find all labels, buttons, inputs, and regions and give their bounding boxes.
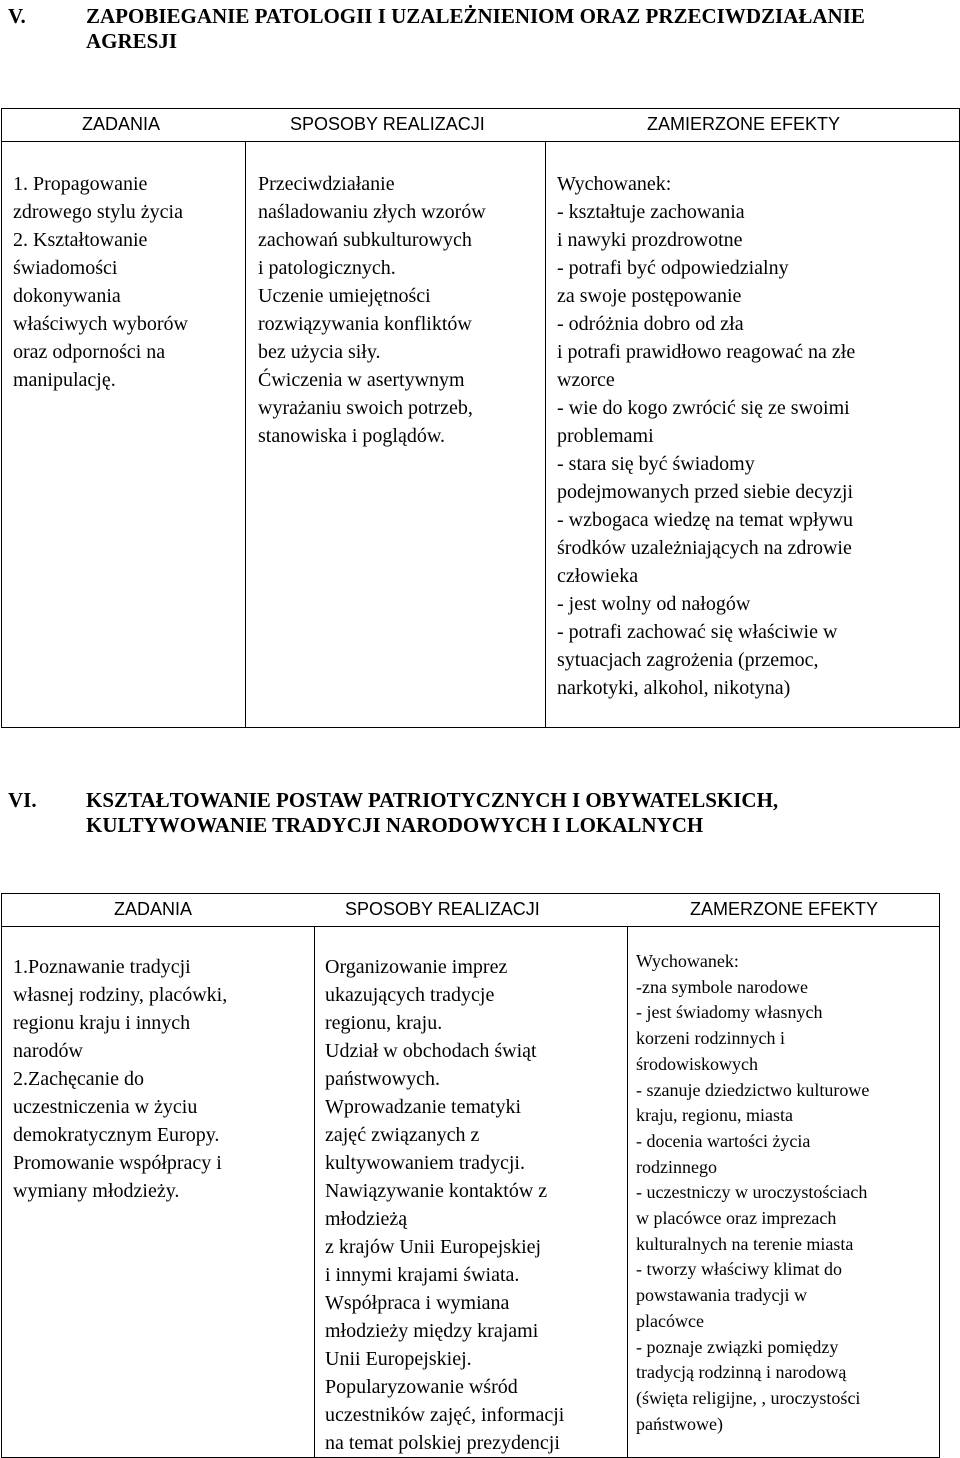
sposoby-text: Organizowanie imprez ukazujących tradycje regionu, kraju. Udział w obchodach świąt państwowych. Wprowadzanie tematyki zajęć związanych z kultywowaniem tradycji. Nawiązywanie kontaktów z młodzieżą z krajów Unii Europejskiej i innymi krajami świata. Współpraca i wymiana młodzieży między krajami Unii Europejskiej. Popularyzowanie wśród uczestników zajęć, informacji na temat polskiej prezydencji <box>325 956 565 1454</box>
efekty-cell <box>628 927 940 1458</box>
header-sposoby: SPOSOBY REALIZACJI <box>290 114 485 134</box>
zadania-cell <box>2 142 246 728</box>
section-5-table <box>1 108 960 728</box>
section-5-title: ZAPOBIEGANIE PATOLOGII I UZALEŻNIENIOM ORAZ PRZECIWDZIAŁANIE AGRESJI <box>86 4 865 53</box>
section-6-table <box>1 893 940 1458</box>
efekty-text: Wychowanek: - kształtuje zachowania i nawyki prozdrowotne - potrafi być odpowiedzialny za swoje postępowanie - odróżnia dobro od zła i potrafi prawidłowo reagować na złe wzorce - wie do kogo zwrócić się ze swoimi problemami - stara się być świadomy podejmowanych przed siebie decyzji - wzbogaca wiedzę na temat wpływu środków uzależniających na zdrowie człowieka - jest wolny od nałogów - potrafi zachować się właściwie w sytuacjach zagrożenia (przemoc, narkotyki, alkohol, nikotyna) <box>557 173 856 699</box>
sposoby-cell <box>246 142 546 728</box>
section-5-number: V. <box>8 4 26 28</box>
table-row <box>2 927 940 1458</box>
header-zadania: ZADANIA <box>114 899 193 919</box>
header-zadania: ZADANIA <box>82 114 161 134</box>
efekty-text: Wychowanek: -zna symbole narodowe - jest świadomy własnych korzeni rodzinnych i środowiskowych - szanuje dziedzictwo kulturowe kraju, regionu, miasta - docenia wartości życia rodzinnego - uczestniczy w uroczystościach w placówce oraz imprezach kulturalnych na terenie miasta - tworzy właściwy klimat do powstawania tradycji w placówce - poznaje związki pomiędzy tradycją rodzinną i narodową (święta religijne, , uroczystości państwowe) <box>636 951 870 1434</box>
efekty-cell <box>546 142 960 728</box>
sposoby-text: Przeciwdziałanie naśladowaniu złych wzorów zachowań subkulturowych i patologicznych. Uczenie umiejętności rozwiązywania konfliktów bez użycia siły. Ćwiczenia w asertywnym wyrażaniu swoich potrzeb, stanowiska i poglądów. <box>258 173 486 447</box>
section-6-number: VI. <box>8 788 37 812</box>
table-header-row <box>2 109 960 142</box>
zadania-cell <box>2 927 315 1458</box>
zadania-text: 1. Propagowanie zdrowego stylu życia 2. Kształtowanie świadomości dokonywania właściwych wyborów oraz odporności na manipulację. <box>13 173 188 391</box>
header-efekty: ZAMIERZONE EFEKTY <box>647 114 841 134</box>
header-efekty: ZAMERZONE EFEKTY <box>690 899 879 919</box>
zadania-text: 1.Poznawanie tradycji własnej rodziny, placówki, regionu kraju i innych narodów 2.Zachęcanie do uczestniczenia w życiu demokratycznym Europy. Promowanie współpracy i wymiany młodzieży. <box>13 956 228 1202</box>
table-header-row <box>2 894 940 927</box>
header-sposoby: SPOSOBY REALIZACJI <box>345 899 540 919</box>
sposoby-cell <box>315 927 628 1458</box>
table-row <box>2 142 960 728</box>
section-6-title: KSZTAŁTOWANIE POSTAW PATRIOTYCZNYCH I OBYWATELSKICH, KULTYWOWANIE TRADYCJI NARODOWYCH I LOKALNYCH <box>86 788 779 837</box>
